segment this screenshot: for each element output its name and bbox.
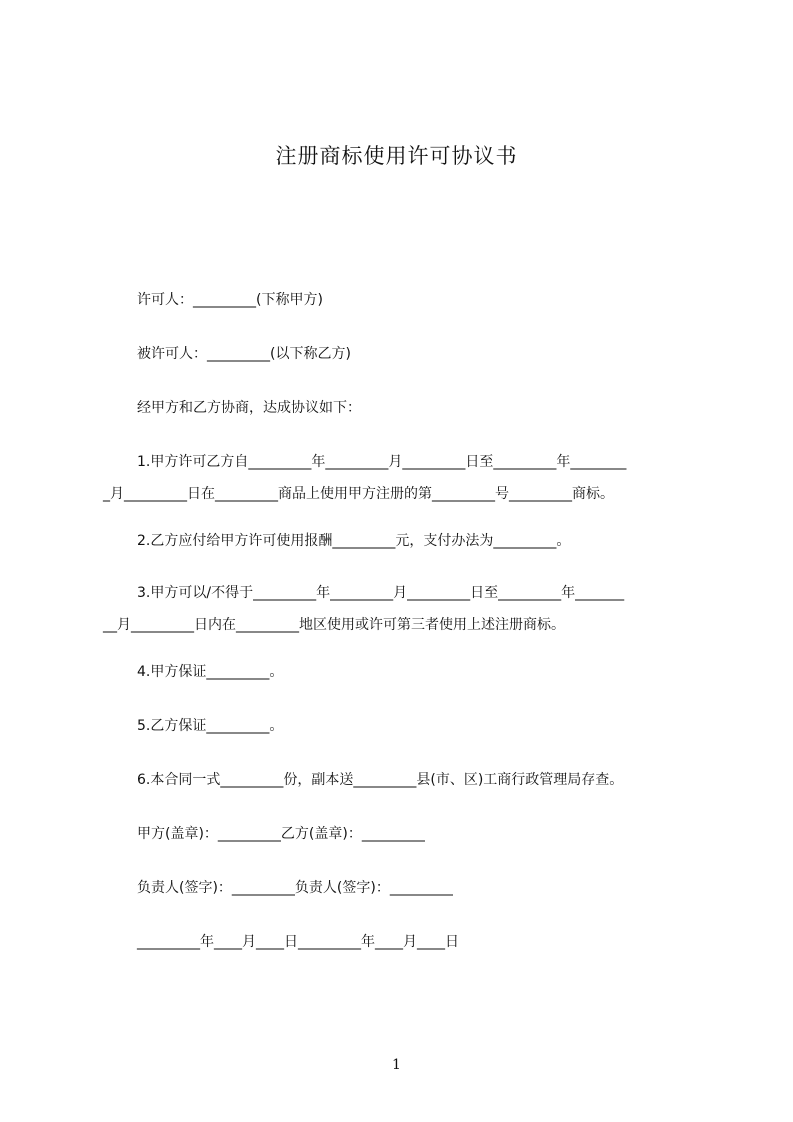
clause-3	[103, 583, 700, 635]
intro-line: 经甲方和乙方协商，达成协议如下：	[137, 400, 361, 416]
clause-4: 4.甲方保证_________。	[137, 664, 284, 680]
signature-line: 负责人(签字)：_________负责人(签字)：_________	[137, 880, 453, 896]
page-number: 1	[392, 1057, 401, 1073]
licensee-line: 被许可人：_________(以下称乙方)	[137, 346, 351, 362]
clause-5: 5.乙方保证_________。	[137, 718, 284, 734]
clause-1-line-1: 1.甲方许可乙方自_________年_________月_________日至_________年________	[137, 454, 627, 470]
licensor-line: 许可人：_________(下称甲方)	[137, 292, 323, 308]
document-title: 注册商标使用许可协议书	[275, 144, 518, 168]
clause-3-line-1: 3.甲方可以/不得于_________年_________月_________日至_________年_______	[137, 585, 625, 601]
clause-1-line-2: _月_________日在_________商品上使用甲方注册的第_________号_________商标。	[103, 486, 614, 502]
clause-3-line-2: __月_________日内在_________地区使用或许可第三者使用上述注册商标。	[103, 617, 565, 633]
date-line: _________年____月____日_________年____月____日	[137, 934, 459, 950]
clause-1	[103, 452, 700, 504]
clause-2: 2.乙方应付给甲方许可使用报酬_________元，支付办法为_________。	[137, 533, 571, 549]
seal-line: 甲方(盖章)：_________乙方(盖章)：_________	[137, 826, 425, 842]
clause-6: 6.本合同一式_________份，副本送_________县(市、区)工商行政管理局存查。	[137, 772, 624, 788]
